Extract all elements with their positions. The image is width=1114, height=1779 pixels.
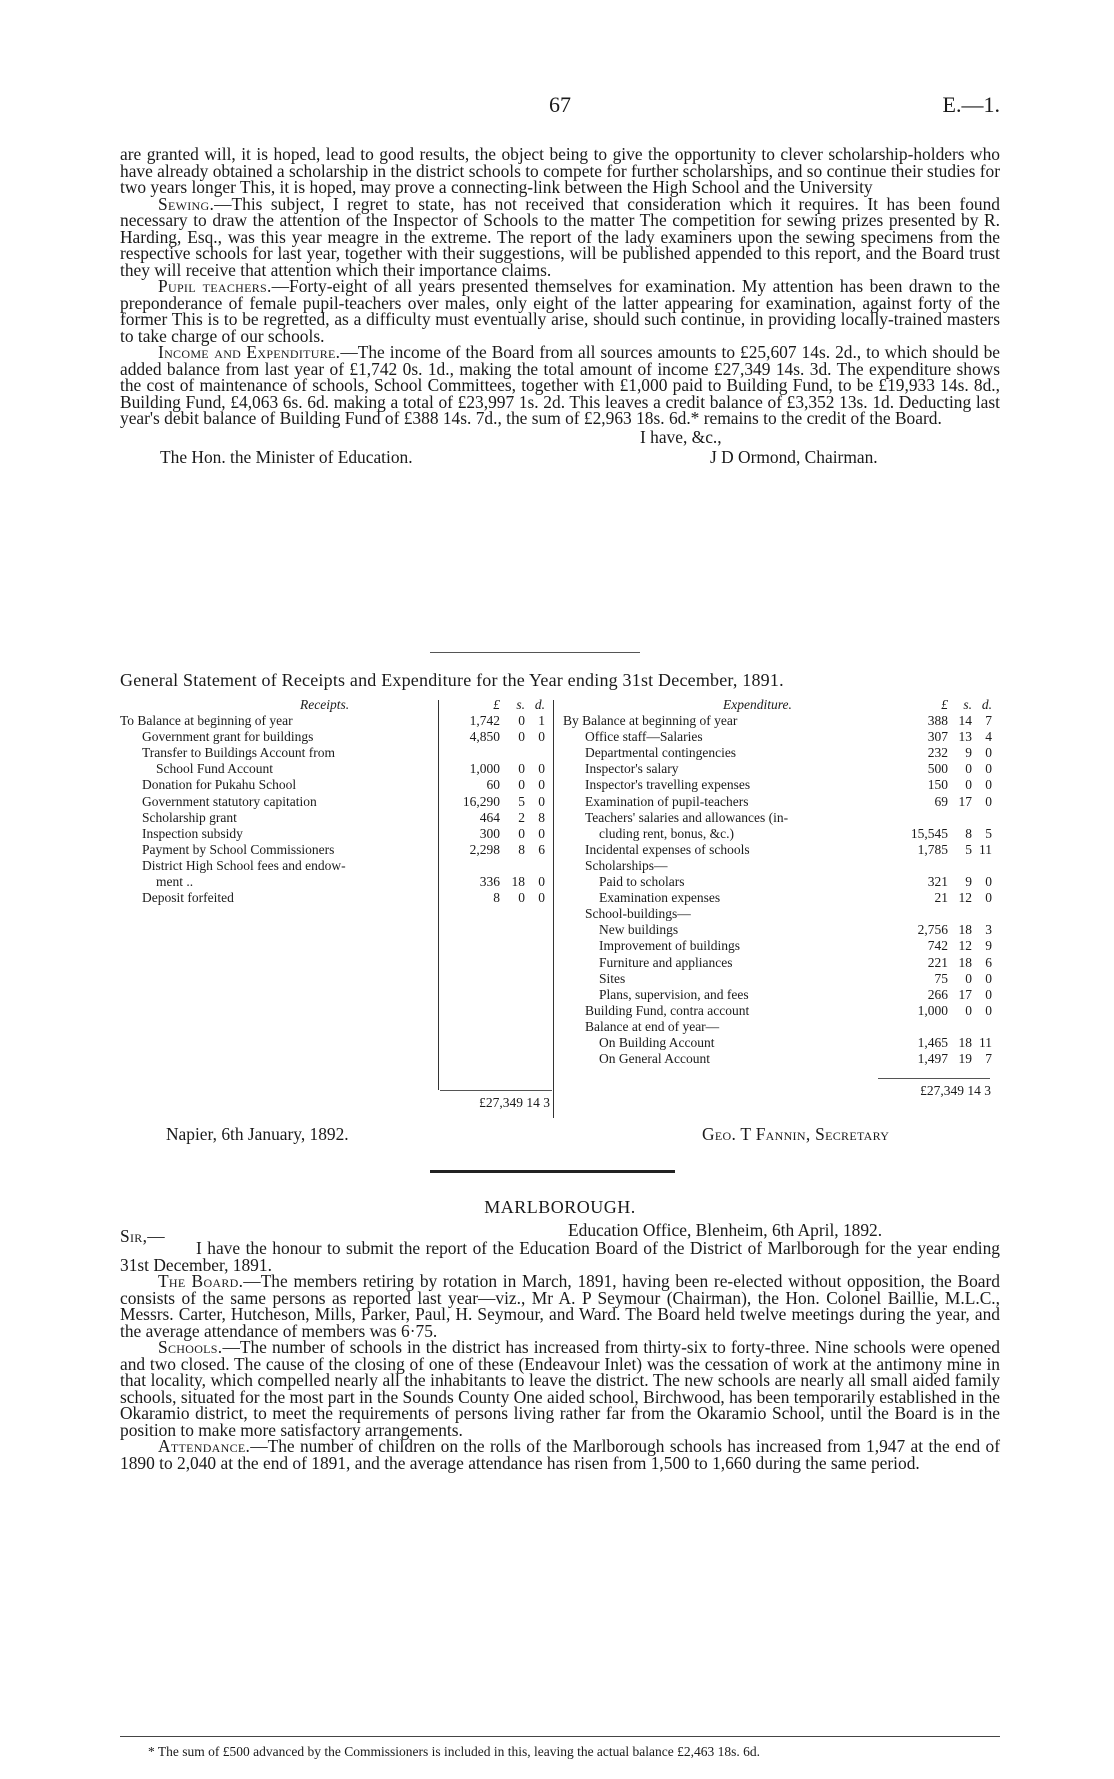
closing-i-have: I have, &c., (640, 426, 722, 447)
marlborough-office: Education Office, Blenheim, 6th April, 1892. (568, 1220, 883, 1240)
expenditure-label: Inspector's travelling expenses (585, 777, 751, 793)
expenditure-label: Office staff—Salaries (585, 729, 703, 745)
expenditure-col-shillings: s. (963, 697, 972, 712)
expenditure-label: Paid to scholars (599, 874, 685, 890)
expenditure-amount-pounds: 742 (927, 938, 948, 954)
receipts-label: Scholarship grant (142, 809, 237, 825)
receipts-row (120, 745, 550, 761)
receipts-label: Government grant for buildings (142, 729, 314, 745)
receipts-label: Deposit forfeited (142, 890, 234, 906)
receipts-row (120, 761, 550, 777)
receipts-amount-pence: 6 (538, 841, 545, 857)
expenditure-col-pounds: £ (941, 697, 948, 712)
receipts-amount-pence: 0 (538, 729, 545, 745)
expenditure-row (563, 971, 993, 987)
expenditure-amount-shillings: 12 (958, 890, 972, 906)
receipts-amount-pounds: 464 (479, 809, 500, 825)
expenditure-amount-pounds: 388 (927, 713, 948, 729)
receipts-amount-pence: 0 (538, 825, 545, 841)
receipts-amount-shillings: 0 (518, 825, 525, 841)
receipts-amount-pence: 0 (538, 761, 545, 777)
expenditure-row (563, 777, 993, 793)
expenditure-label: Examination of pupil-teachers (585, 793, 749, 809)
expenditure-amount-pence: 0 (985, 745, 992, 761)
receipts-amount-shillings: 0 (518, 761, 525, 777)
receipts-amount-pence: 1 (538, 713, 545, 729)
receipts-row (120, 713, 550, 729)
expenditure-label: Examination expenses (599, 890, 721, 906)
receipts-header-row (120, 697, 550, 713)
receipts-amount-shillings: 0 (518, 777, 525, 793)
center-divider-rule (553, 700, 554, 1118)
expenditure-row (563, 858, 993, 874)
receipts-amount-pence: 8 (538, 809, 545, 825)
footnote-rule (120, 1736, 1000, 1737)
page-number: 67 (549, 92, 571, 117)
receipts-amount-shillings: 2 (518, 809, 525, 825)
expenditure-row (563, 761, 993, 777)
receipts-amount-pounds: 336 (479, 874, 500, 890)
schools-text: —The number of schools in the district has increased from thirty-six to forty-three. Nine schools were opened and two closed. The cause of the closing of one of these (Endeavour Inlet) was the cessation of work at the antimony mine in that locality, which compelled nearly all the inhabitants to leave the district. The new schools are nearly all small aided family schools, situated for the most part in the Sounds County One aided school, Birchwood, has been temporarily established in the Okaramio district, to meet the requirements of persons living rather far from the Okaramio School, until the Board is in the position to make more satisfactory arrangements. (120, 1337, 1001, 1440)
expenditure-amount-pounds: 1,465 (917, 1034, 948, 1050)
expenditure-amount-shillings: 9 (965, 745, 972, 761)
receipts-total-value: £27,349 14 3 (479, 1095, 550, 1110)
marlborough-report-text (120, 1220, 1000, 1471)
expenditure-rows (563, 713, 993, 1067)
expenditure-amount-shillings: 9 (965, 874, 972, 890)
receipts-amount-pounds: 60 (486, 777, 500, 793)
expenditure-amount-pence: 7 (985, 1051, 992, 1067)
section-divider-thick (430, 1170, 675, 1173)
receipts-label: To Balance at beginning of year (120, 713, 293, 729)
expenditure-amount-shillings: 8 (965, 825, 972, 841)
attendance-heading: Attendance. (158, 1436, 251, 1456)
expenditure-label: School-buildings— (585, 906, 691, 922)
document-reference: E.—1. (942, 92, 1000, 117)
board-paragraph (120, 1273, 1000, 1339)
expenditure-amount-shillings: 14 (958, 713, 972, 729)
receipts-amount-shillings: 8 (518, 841, 525, 857)
sewing-paragraph (120, 193, 1000, 280)
expenditure-label: Departmental contingencies (585, 745, 737, 761)
attendance-paragraph (120, 1438, 1000, 1471)
closing-i-have-row (120, 426, 1000, 447)
receipts-amount-pounds: 1,742 (469, 713, 500, 729)
expenditure-amount-shillings: 13 (958, 729, 972, 745)
pupil-teachers-text: —Forty-eight of all years presented themselves for examination. My attention has been drawn to the preponderance of female pupil-teachers over males, only eight of the latter appearing for examination, against forty of the former This is to be regretted, as a difficulty must eventually arise, should such continue, in providing locally-trained masters to take charge of our schools. (120, 276, 1000, 346)
expenditure-total-rule (878, 1078, 990, 1079)
expenditure-amount-pence: 11 (979, 1034, 992, 1050)
expenditure-amount-pounds: 232 (927, 745, 948, 761)
marlborough-title: MARLBOROUGH. (484, 1197, 636, 1217)
closing-addressee: The Hon. the Minister of Education. (160, 446, 413, 467)
expenditure-amount-pounds: 1,000 (917, 1002, 948, 1018)
statement-title: General Statement of Receipts and Expenditure for the Year ending 31st December, 1891. (120, 670, 784, 690)
page-header (120, 92, 1000, 122)
receipts-label: Donation for Pukahu School (142, 777, 297, 793)
expenditure-amount-pence: 7 (985, 713, 992, 729)
expenditure-amount-shillings: 18 (958, 922, 972, 938)
expenditure-row (563, 745, 993, 761)
expenditure-label: cluding rent, bonus, &c.) (599, 825, 734, 841)
receipts-amount-pounds: 300 (479, 825, 500, 841)
receipts-table (120, 697, 550, 906)
receipts-total-rule (440, 1090, 552, 1091)
expenditure-amount-pounds: 150 (927, 777, 948, 793)
receipts-amount-pence: 0 (538, 874, 545, 890)
receipts-amount-pounds: 8 (493, 890, 500, 906)
expenditure-amount-pence: 11 (979, 841, 992, 857)
expenditure-amount-pounds: 75 (934, 970, 948, 986)
expenditure-label: Building Fund, contra account (585, 1002, 750, 1018)
expenditure-label: Furniture and appliances (599, 954, 733, 970)
expenditure-amount-pence: 0 (985, 793, 992, 809)
expenditure-row (563, 906, 993, 922)
expenditure-amount-shillings: 5 (965, 841, 972, 857)
receipts-amount-pounds: 1,000 (469, 761, 500, 777)
expenditure-amount-pounds: 15,545 (910, 825, 948, 841)
attendance-text: —The number of children on the rolls of the Marlborough schools has increased from 1,947 at the end of 1890 to 2,040 at the end of 1891, and the average attendance has risen from 1,500 to 1,660 during the same period. (120, 1436, 1000, 1473)
expenditure-amount-pence: 3 (985, 922, 992, 938)
expenditure-amount-shillings: 0 (965, 777, 972, 793)
expenditure-amount-pence: 0 (985, 777, 992, 793)
income-paragraph (120, 344, 1000, 427)
receipts-amount-shillings: 0 (518, 890, 525, 906)
expenditure-amount-pence: 0 (985, 874, 992, 890)
receipts-label: District High School fees and endow- (142, 857, 346, 873)
receipts-label: Government statutory capitation (142, 793, 317, 809)
expenditure-heading: Expenditure. (723, 697, 792, 712)
expenditure-label: Scholarships— (585, 857, 668, 873)
receipts-row (120, 794, 550, 810)
expenditure-row (563, 826, 993, 842)
expenditure-label: Inspector's salary (585, 761, 679, 777)
pupil-teachers-heading: Pupil teachers. (158, 276, 272, 296)
expenditure-row (563, 1003, 993, 1019)
expenditure-amount-shillings: 18 (958, 954, 972, 970)
receipts-amount-pence: 0 (538, 793, 545, 809)
marlborough-opening: I have the honour to submit the report of the Education Board of the District of Marlborough for the year ending 31st December, 1891. (120, 1238, 1000, 1275)
receipts-amount-pounds: 4,850 (469, 729, 500, 745)
expenditure-amount-pounds: 221 (927, 954, 948, 970)
expenditure-amount-pounds: 21 (934, 890, 948, 906)
receipts-amount-shillings: 18 (511, 874, 525, 890)
expenditure-row (563, 955, 993, 971)
expenditure-total (878, 1083, 993, 1099)
expenditure-label: Teachers' salaries and allowances (in- (585, 809, 789, 825)
expenditure-row (563, 922, 993, 938)
expenditure-label: On Building Account (599, 1034, 715, 1050)
expenditure-amount-pence: 0 (985, 890, 992, 906)
schools-heading: Schools. (158, 1337, 223, 1357)
sewing-heading: Sewing. (158, 193, 215, 214)
intro-paragraph: are granted will, it is hoped, lead to good results, the object being to give the opportunity to clever scholarship-holders who have already obtained a scholarship in the district schools to compete for further scholarships, and so continue their studies for two years longer This, it is hoped, may prove a connecting-link between the High School and the University (120, 144, 1000, 197)
receipts-amount-pounds: 16,290 (462, 793, 500, 809)
expenditure-row (563, 1019, 993, 1035)
marlborough-address-row (120, 1220, 1000, 1246)
receipts-label: School Fund Account (156, 761, 273, 777)
expenditure-total-value: £27,349 14 3 (920, 1083, 991, 1098)
expenditure-amount-shillings: 17 (958, 793, 972, 809)
receipts-heading: Receipts. (300, 697, 350, 712)
receipts-amount-pence: 0 (538, 890, 545, 906)
expenditure-row (563, 890, 993, 906)
expenditure-amount-pounds: 321 (927, 874, 948, 890)
statement-place-date: Napier, 6th January, 1892. (166, 1124, 349, 1144)
expenditure-label: By Balance at beginning of year (563, 713, 738, 729)
expenditure-row (563, 729, 993, 745)
receipts-row (120, 777, 550, 793)
expenditure-amount-pence: 4 (985, 729, 992, 745)
expenditure-amount-pence: 0 (985, 761, 992, 777)
receipts-row (120, 874, 550, 890)
receipts-col-shillings: s. (516, 697, 525, 712)
expenditure-label: Plans, supervision, and fees (599, 986, 749, 1002)
expenditure-amount-pounds: 2,756 (917, 922, 948, 938)
expenditure-label: Balance at end of year— (585, 1018, 720, 1034)
receipts-amount-shillings: 0 (518, 713, 525, 729)
expenditure-row (563, 1051, 993, 1067)
expenditure-row (563, 874, 993, 890)
expenditure-amount-pounds: 1,497 (917, 1051, 948, 1067)
expenditure-label: New buildings (599, 922, 679, 938)
expenditure-row (563, 1035, 993, 1051)
receipts-amount-shillings: 5 (518, 793, 525, 809)
expenditure-amount-shillings: 0 (965, 1002, 972, 1018)
expenditure-row (563, 987, 993, 1003)
expenditure-row (563, 713, 993, 729)
expenditure-label: Improvement of buildings (599, 938, 740, 954)
board-text: —The members retiring by rotation in March, 1891, having been re-elected without opposition, the Board consists of the same persons as reported last year—viz., Mr A. P Seymour (Chairman), the Hon. Colonel Baillie, M.L.C., Messrs. Carter, Hutcheson, Mills, Parker, Paul, H. Seymour, and Ward. The Board held twelve meetings during the year, and the average attendance of members was 6·75. (120, 1271, 1000, 1341)
expenditure-row (563, 794, 993, 810)
expenditure-amount-pounds: 1,785 (917, 841, 948, 857)
expenditure-amount-pence: 9 (985, 938, 992, 954)
footnote: * The sum of £500 advanced by the Commissioners is included in this, leaving the actual balance £2,463 18s. 6d. (148, 1744, 761, 1759)
receipts-label: ment .. (156, 874, 194, 890)
pupil-teachers-paragraph (120, 278, 1000, 344)
expenditure-amount-shillings: 17 (958, 986, 972, 1002)
receipts-amount-pounds: 2,298 (469, 841, 500, 857)
receipts-amount-pence: 0 (538, 777, 545, 793)
expenditure-amount-pence: 0 (985, 970, 992, 986)
expenditure-amount-pence: 0 (985, 986, 992, 1002)
receipts-col-pence: d. (534, 697, 545, 712)
receipts-label: Payment by School Commissioners (142, 841, 335, 857)
receipts-amount-shillings: 0 (518, 729, 525, 745)
expenditure-amount-pounds: 500 (927, 761, 948, 777)
receipts-row (120, 890, 550, 906)
receipts-row (120, 842, 550, 858)
receipts-label: Transfer to Buildings Account from (142, 745, 335, 761)
expenditure-amount-pounds: 307 (927, 729, 948, 745)
expenditure-amount-shillings: 18 (958, 1034, 972, 1050)
receipts-total (440, 1095, 552, 1111)
expenditure-amount-pounds: 266 (927, 986, 948, 1002)
closing-signature-row (120, 446, 1000, 467)
expenditure-table (563, 697, 993, 1067)
expenditure-label: Sites (599, 970, 626, 986)
expenditure-label: On General Account (599, 1051, 710, 1067)
receipts-row (120, 826, 550, 842)
expenditure-amount-pounds: 69 (934, 793, 948, 809)
sewing-text: —This subject, I regret to state, has not received that consideration which it requires. It has been found necessary to draw the attention of the Inspector of Schools to the matter The competition for sewing prizes presented by R. Harding, Esq., was this year meagre in the extreme. The report of the lady examiners upon the sewing specimens from the respective schools for last year, together with their suggestions, will be published appended to this report, and the Board trust they will receive that attention which their importance claims. (120, 193, 1000, 280)
expenditure-col-pence: d. (981, 697, 992, 712)
expenditure-header-row (563, 697, 993, 713)
upper-report-text (120, 146, 1000, 467)
receipts-col-pounds: £ (493, 697, 500, 712)
expenditure-amount-shillings: 12 (958, 938, 972, 954)
expenditure-row (563, 938, 993, 954)
schools-paragraph (120, 1339, 1000, 1438)
receipts-amount-rule (438, 700, 439, 1090)
expenditure-amount-pence: 0 (985, 1002, 992, 1018)
expenditure-label: Incidental expenses of schools (585, 841, 750, 857)
income-text: —The income of the Board from all sources amounts to £25,607 14s. 2d., to which should be added balance from last year of £1,742 0s. 1d., making the total amount of income £27,349 14s. 3d. The expenditure shows the cost of maintenance of schools, School Committees, together with £1,000 paid to Building Fund, to be £19,933 14s. 8d., Building Fund, £4,063 6s. 6d. making a total of £23,997 1s. 2d. This leaves a credit balance of £3,352 13s. 1d. Deducting last year's debit balance of Building Fund of £388 14s. 7d., the sum of £2,963 18s. 6d.* remains to the credit of the Board. (120, 342, 1000, 428)
marlborough-salutation: Sir,— (120, 1226, 165, 1246)
section-divider (430, 652, 640, 653)
expenditure-row (563, 842, 993, 858)
board-heading: The Board. (158, 1271, 244, 1291)
expenditure-amount-shillings: 19 (958, 1051, 972, 1067)
expenditure-amount-shillings: 0 (965, 970, 972, 986)
statement-secretary: Geo. T Fannin, Secretary (702, 1124, 890, 1144)
receipts-row (120, 729, 550, 745)
expenditure-amount-pence: 6 (985, 954, 992, 970)
receipts-rows (120, 713, 550, 906)
income-heading: Income and Expenditure. (158, 342, 341, 362)
receipts-row (120, 858, 550, 874)
expenditure-amount-pence: 5 (985, 825, 992, 841)
closing-signatory: J D Ormond, Chairman. (710, 446, 878, 467)
receipts-row (120, 810, 550, 826)
receipts-label: Inspection subsidy (142, 825, 243, 841)
expenditure-amount-shillings: 0 (965, 761, 972, 777)
expenditure-row (563, 810, 993, 826)
